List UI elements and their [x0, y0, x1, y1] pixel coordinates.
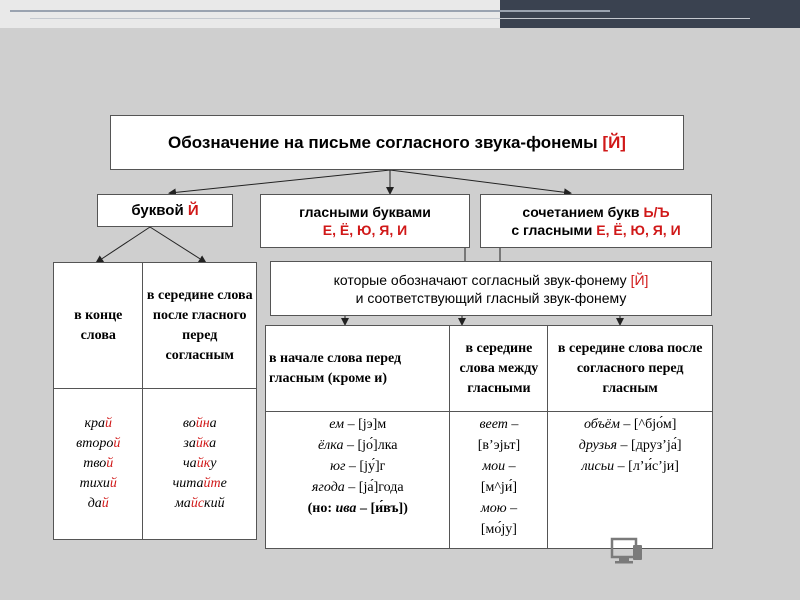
example-word: зайка — [183, 436, 217, 451]
branch-sign-combination: сочетанием букв Ь/Ъ с гласными Е, Ё, Ю, Я, И — [480, 194, 712, 248]
left-examples-table — [53, 262, 257, 540]
example-word: майский — [174, 496, 225, 511]
example-word: мои – — [482, 459, 516, 474]
example-word: объём – [^бjо́м] — [583, 417, 677, 432]
example-word: второй — [76, 436, 121, 451]
right-examples-col1 — [266, 412, 450, 549]
left-examples-col1 — [54, 389, 143, 540]
arrow-to-b1 — [170, 170, 390, 193]
example-word: ем – [jэ]м — [329, 417, 387, 432]
example-word: лисьи – [л’и́с’jи] — [581, 459, 679, 474]
right-header-start: в начале слова перед гласным (кроме и) — [266, 326, 450, 412]
arrow-to-left-col1 — [97, 227, 150, 262]
example-word: читайте — [172, 476, 227, 491]
left-header-end: в конце слова — [54, 263, 143, 389]
example-word: чайку — [183, 456, 217, 471]
example-word: край — [84, 416, 113, 431]
example-word: мою – — [480, 501, 518, 516]
right-examples-col3 — [548, 412, 713, 549]
example-word: друзья – [друз’jа́] — [578, 438, 682, 453]
right-examples-col2 — [450, 412, 548, 549]
note-box: которые обозначают согласный звук-фонему [Й] и соответствующий гласный звук-фонему — [270, 261, 712, 316]
presentation-logo-icon — [610, 535, 644, 567]
example-word: ягода – [jа́]года — [311, 480, 404, 495]
example-word: веет – — [479, 417, 519, 432]
branch-vowel-letters: гласными буквами Е, Ё, Ю, Я, И — [260, 194, 470, 248]
example-word: твой — [83, 456, 114, 471]
arrow-to-left-col2 — [150, 227, 205, 262]
example-word: война — [182, 416, 217, 431]
right-examples-table — [265, 325, 713, 549]
example-transcription: [м^jи́] — [480, 480, 517, 495]
example-word: ёлка – [jо́]лка — [317, 438, 398, 453]
left-examples-col2 — [143, 389, 257, 540]
left-header-middle: в середине слова после гласного перед согласным — [143, 263, 257, 389]
arrow-to-b3 — [390, 170, 570, 193]
example-word: тихий — [79, 476, 117, 491]
right-header-between: в середине слова между гласными — [450, 326, 548, 412]
example-word: дай — [87, 496, 109, 511]
example-transcription: [в’эjьт] — [477, 438, 521, 453]
example-transcription: [мо́jу] — [480, 522, 517, 537]
example-word: юг – [jу́]г — [330, 459, 386, 474]
exception-note: (но: ива – [и́въ]) — [307, 501, 408, 516]
right-header-after-consonant: в середине слова после согласного перед гласным — [548, 326, 713, 412]
branch-letter-y: буквой Й — [97, 194, 233, 227]
diagram-title: Обозначение на письме согласного звука-фонемы [Й] — [110, 115, 684, 170]
